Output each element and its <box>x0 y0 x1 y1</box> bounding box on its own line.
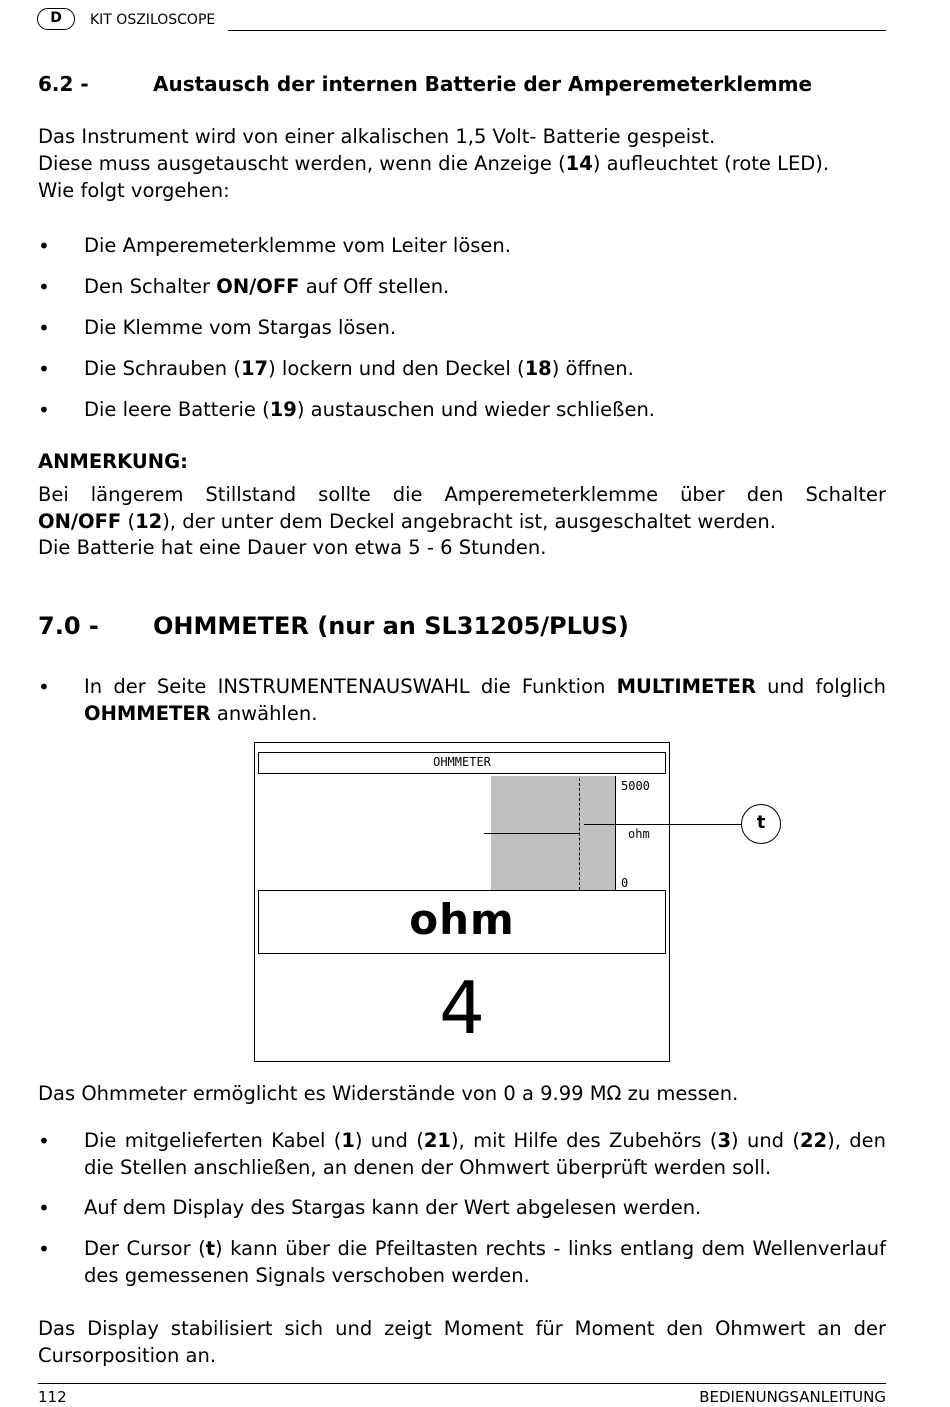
running-header-title: KIT OSZILOSCOPE <box>90 12 216 28</box>
footer-label: BEDIENUNGSANLEITUNG <box>699 1388 886 1406</box>
bullet-dot: • <box>38 357 50 381</box>
bullet-dot: • <box>38 1196 50 1220</box>
footer-rule <box>38 1383 886 1384</box>
bullet-dot: • <box>38 1129 50 1153</box>
bullet-dot: • <box>38 316 50 340</box>
note-line-1: Bei längerem Stillstand sollte die Amperemeterklemme über den Schalter <box>38 483 886 506</box>
list-item: Die mitgelieferten Kabel (1) und (21), mit Hilfe des Zubehörs (3) und (22), den <box>84 1129 886 1152</box>
section-title-6-2: Austausch der internen Batterie der Amperemeterklemme <box>153 72 813 96</box>
list-item: Die Amperemeterklemme vom Leiter lösen. <box>84 234 511 257</box>
closing-line-2: Cursorposition an. <box>38 1344 217 1367</box>
list-item: Die leere Batterie (19) austauschen und wieder schließen. <box>84 398 656 421</box>
list-item: Den Schalter ON/OFF auf Off stellen. <box>84 275 450 298</box>
display-title-bar: OHMMETER <box>258 752 666 774</box>
section-number-7-0: 7.0 - <box>38 612 99 640</box>
cursor-line <box>579 778 580 890</box>
note-heading: ANMERKUNG: <box>38 450 188 473</box>
closing-line-1: Das Display stabilisiert sich und zeigt Moment für Moment den Ohmwert an der <box>38 1317 886 1340</box>
list-item: Der Cursor (t) kann über die Pfeiltasten rechts - links entlang dem Wellenverlauf <box>84 1237 886 1260</box>
scale-max-label: 5000 <box>621 779 650 793</box>
bullet-dot: • <box>38 1237 50 1261</box>
list-item: Auf dem Display des Stargas kann der Wert abgelesen werden. <box>84 1196 702 1219</box>
bullet-dot: • <box>38 398 50 422</box>
list-item: In der Seite INSTRUMENTENAUSWAHL die Funktion MULTIMETER und folglich <box>84 675 886 698</box>
list-item-continuation: OHMMETER anwählen. <box>84 702 318 725</box>
callout-leader-line <box>584 824 742 825</box>
language-badge: D <box>37 8 75 30</box>
display-unit-readout: ohm <box>258 890 666 954</box>
header-rule <box>228 30 886 31</box>
bullet-dot: • <box>38 275 50 299</box>
cursor-callout-label: t <box>741 804 781 844</box>
scale-unit-label: ohm <box>628 827 650 841</box>
page-number: 112 <box>38 1388 67 1406</box>
bullet-dot: • <box>38 675 50 699</box>
list-item-continuation: die Stellen anschließen, an denen der Ohmwert überprüft werden soll. <box>84 1156 772 1179</box>
note-line-3: Die Batterie hat eine Dauer von etwa 5 - 6 Stunden. <box>38 536 547 559</box>
list-item-continuation: des gemessenen Signals verschoben werden. <box>84 1264 530 1287</box>
display-value-readout: 4 <box>439 966 485 1050</box>
ohmmeter-range-text: Das Ohmmeter ermöglicht es Widerstände von 0 a 9.99 MΩ zu messen. <box>38 1082 739 1105</box>
list-item: Die Schrauben (17) lockern und den Deckel (18) öffnen. <box>84 357 634 380</box>
note-line-2: ON/OFF (12), der unter dem Deckel angebracht ist, ausgeschaltet werden. <box>38 510 776 533</box>
intro-line-3: Wie folgt vorgehen: <box>38 179 230 202</box>
list-item: Die Klemme vom Stargas lösen. <box>84 316 397 339</box>
scale-min-label: 0 <box>621 876 629 890</box>
section-number-6-2: 6.2 - <box>38 72 89 96</box>
trace-line <box>484 833 580 834</box>
scale-axis <box>615 776 616 891</box>
section-title-7-0: OHMMETER (nur an SL31205/PLUS) <box>153 612 629 640</box>
bullet-dot: • <box>38 234 50 258</box>
intro-line-2: Diese muss ausgetauscht werden, wenn die Anzeige (14) aufleuchtet (rote LED). <box>38 152 830 175</box>
intro-line-1: Das Instrument wird von einer alkalischen 1,5 Volt- Batterie gespeist. <box>38 125 716 148</box>
